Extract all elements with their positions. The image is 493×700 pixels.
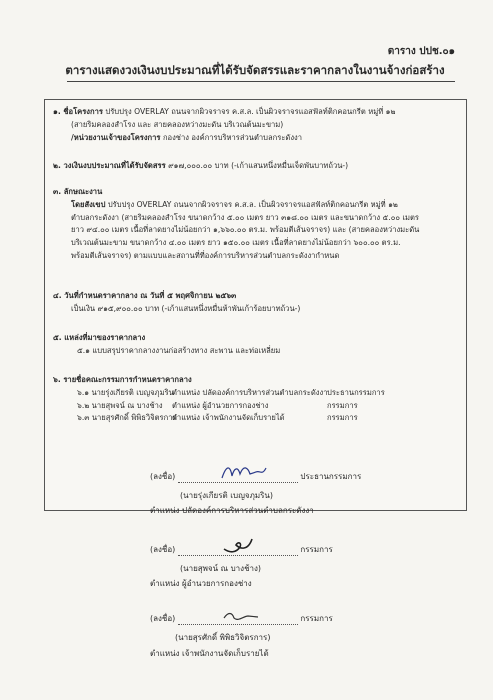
summary-line5: พร้อมตีเส้นจราจร) ตามแบบและสถานที่ที่องค์การบริหารส่วนตำบลกระดังงากำหนด: [71, 250, 340, 260]
signature-line: [178, 545, 298, 556]
price-source-item: ๕.๑ แบบสรุปราคากลางงานก่อสร้างทาง สะพาน และท่อเหลี่ยม: [77, 345, 281, 355]
median-price-text: เป็นเงิน ๙๑๕,๙๐๐.๐๐ บาท (-เก้าแสนหนึ่งหมื่นห้าพันเก้าร้อยบาทถ้วน-): [71, 303, 301, 313]
title-underline: [67, 81, 455, 82]
sign-label: (ลงชื่อ): [150, 472, 176, 481]
committee-role: กรรมการ: [327, 400, 358, 410]
handwritten-signature: [218, 606, 268, 626]
handwritten-signature: [218, 462, 278, 484]
budget-heading: ๒. วงเงินงบประมาณที่ได้รับจัดสรร: [53, 161, 166, 170]
signature-line: [178, 614, 298, 625]
summary-line4: บริเวณต้นมะขาม ขนาดกว้าง ๔.๐๐ เมตร ยาว ๑๕๐.๐๐ เมตร เนื้อที่ลาดยางไม่น้อยกว่า ๖๐๐.๐๐ ตร.ม.: [71, 238, 401, 248]
median-price-heading: ๔. วันที่กำหนดราคากลาง ณ วันที่ ๕ พฤศจิกายน ๒๕๖๓: [53, 291, 237, 300]
project-name-heading: ๑. ชื่อโครงการ: [53, 107, 103, 116]
committee-name: ๖.๑ นายรุ่งเกียรติ เบญจภุมริน: [77, 387, 174, 397]
project-name-line2: (สายริมคลองสำโรง และ สายคลองหว่างมะดัน บริเวณต้นมะขาม): [71, 119, 284, 129]
project-name-text: ปรับปรุง OVERLAY ถนนจากผิวจราจร ค.ส.ล. เป็นผิวจราจรแอสฟัลท์ติกคอนกรีต หมู่ที่ ๑๒: [105, 107, 396, 116]
summary-line1: ปรับปรุง OVERLAY ถนนจากผิวจราจร ค.ส.ล. เป็นผิวจราจรแอสฟัลท์ติกคอนกรีต หมู่ที่ ๑๒: [107, 199, 398, 209]
section-price-source: [53, 332, 458, 358]
summary-heading: โดยสังเขป: [71, 199, 106, 209]
sign-role: ประธานกรรมการ: [300, 472, 362, 481]
signer-name: (นายสุรศักดิ์ พิพิธวิจิตรการ): [175, 633, 271, 642]
summary-line2: ตำบลกระดังงา (สายริมคลองสำโรง ขนาดกว้าง ๕.๐๐ เมตร ยาว ๓๑๘.๐๐ เมตร และขนาดกว้าง ๕.๐๐ เมตร: [71, 212, 420, 222]
committee-position: ตำแหน่ง ผู้อำนวยการกองช่าง: [172, 400, 269, 410]
sign-role: กรรมการ: [300, 614, 333, 623]
signer-name: (นายรุ่งเกียรติ เบญจภุมริน): [180, 491, 274, 500]
committee-role: กรรมการ: [327, 413, 358, 423]
owner-unit-text: กองช่าง องค์การบริหารส่วนตำบลกระดังงา: [162, 132, 303, 142]
committee-position: ตำแหน่ง เจ้าพนักงานจัดเก็บรายได้: [172, 413, 285, 423]
committee-name: ๖.๒ นายสุพจน์ ณ บางช้าง: [77, 400, 163, 410]
budget-text: ๙๑๗,๐๐๐.๐๐ บาท (-เก้าแสนหนึ่งหมื่นเจ็ดพันบาทถ้วน-): [168, 161, 349, 170]
section-committee: [53, 374, 458, 425]
sign-label: (ลงชื่อ): [150, 545, 176, 554]
section-work-description: [53, 186, 458, 263]
committee-position: ตำแหน่ง ปลัดองค์การบริหารส่วนตำบลกระดังงา: [172, 387, 328, 397]
sign-label: (ลงชื่อ): [150, 614, 176, 623]
sign-role: กรรมการ: [300, 545, 333, 554]
owner-unit-heading: /หน่วยงานเจ้าของโครงการ: [71, 132, 161, 142]
signature-line: [178, 472, 298, 483]
section-budget: [53, 160, 458, 173]
committee-row: [53, 400, 458, 413]
summary-line3: ยาว ๙๔.๐๐ เมตร เนื้อที่ลาดยางไม่น้อยกว่า ๑,๖๖๐.๐๐ ตร.ม. พร้อมตีเส้นจราจร) และ (สายคลองหว่างมะดัน: [71, 225, 420, 235]
committee-row: [53, 387, 458, 400]
committee-name: ๖.๓ นายสุรศักดิ์ พิพิธวิจิตรการ: [77, 413, 177, 423]
signer-position: ตำแหน่ง ปลัดองค์การบริหารส่วนตำบลกระดังงา: [150, 506, 314, 515]
signer-position: ตำแหน่ง เจ้าพนักงานจัดเก็บรายได้: [150, 649, 269, 658]
section-project-name: [53, 106, 458, 144]
committee-role: ประธานกรรมการ: [327, 387, 385, 397]
signer-position: ตำแหน่ง ผู้อำนวยการกองช่าง: [150, 579, 252, 588]
details-box: [44, 99, 467, 511]
committee-row: [53, 412, 458, 425]
section-median-price: [53, 290, 458, 316]
handwritten-signature: [218, 535, 268, 557]
signer-name: (นายสุพจน์ ณ บางช้าง): [180, 564, 262, 573]
work-heading: ๓. ลักษณะงาน: [53, 187, 103, 196]
form-code: ตาราง ปปช.๐๑: [387, 46, 455, 57]
committee-heading: ๖. รายชื่อคณะกรรมการกำหนดราคากลาง: [53, 375, 192, 384]
price-source-heading: ๕. แหล่งที่มาของราคากลาง: [53, 333, 146, 342]
main-title: ตารางแสดงวงเงินงบประมาณที่ได้รับจัดสรรและราคากลางในงานจ้างก่อสร้าง: [65, 63, 445, 77]
